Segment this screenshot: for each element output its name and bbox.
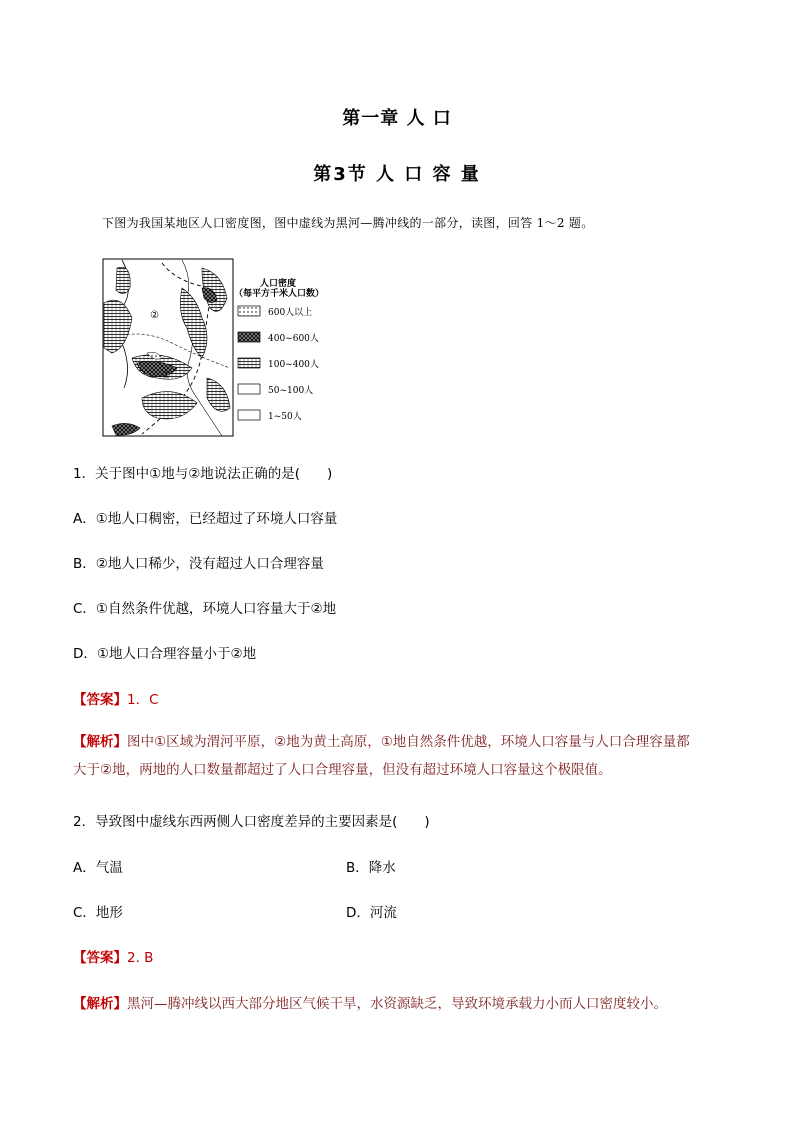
question-2-option-a: A．气温 bbox=[73, 860, 123, 876]
question-1-option-d: D．①地人口合理容量小于②地 bbox=[73, 646, 257, 662]
analysis-text: 大于②地，两地的人口数量都超过了人口合理容量，但没有超过环境人口容量这个极限值。 bbox=[73, 762, 612, 778]
legend-swatch-blank bbox=[238, 384, 260, 394]
legend-label: 100~400人 bbox=[268, 360, 319, 370]
legend-title: 人口密度 bbox=[260, 279, 297, 289]
map-figure bbox=[102, 258, 342, 438]
question-1-option-c: C．①自然条件优越，环境人口容量大于②地 bbox=[73, 601, 337, 617]
question-2-analysis bbox=[73, 990, 667, 1018]
legend-swatch-cross bbox=[238, 332, 260, 342]
legend-swatch-hlines bbox=[238, 358, 260, 368]
analysis-text: 图中①区域为渭河平原，②地为黄土高原，①地自然条件优越，环境人口容量与人口合理容量都 bbox=[127, 734, 690, 750]
answer-label: 【答案】 bbox=[73, 692, 127, 708]
question-1-stem: 1．关于图中①地与②地说法正确的是( ) bbox=[73, 466, 333, 482]
legend-label: 1~50人 bbox=[268, 412, 302, 422]
legend-swatch-blank bbox=[238, 410, 260, 420]
question-2-option-b: B．降水 bbox=[346, 860, 396, 876]
section-title: 第3节 人 口 容 量 bbox=[313, 164, 481, 185]
question-1-analysis bbox=[73, 728, 690, 784]
legend-label: 400~600人 bbox=[268, 334, 319, 344]
legend-swatch-dots bbox=[238, 306, 260, 316]
analysis-label: 【解析】 bbox=[73, 996, 127, 1012]
answer-value: 2. B bbox=[127, 950, 154, 966]
analysis-text: 黑河—腾冲线以西大部分地区气候干旱，水资源缺乏，导致环境承载力小而人口密度较小。 bbox=[127, 996, 667, 1012]
chapter-title: 第一章 人 口 bbox=[342, 108, 452, 129]
question-1-option-a: A．①地人口稠密，已经超过了环境人口容量 bbox=[73, 511, 338, 527]
answer-label: 【答案】 bbox=[73, 950, 127, 966]
question-2-stem: 2．导致图中虚线东西两侧人口密度差异的主要因素是( ) bbox=[73, 814, 430, 830]
map-label-1: ① bbox=[162, 370, 171, 381]
question-2-answer bbox=[73, 946, 153, 966]
analysis-label: 【解析】 bbox=[73, 734, 127, 750]
question-2-option-d: D．河流 bbox=[346, 905, 397, 921]
legend-subtitle: （每平方千米人口数） bbox=[234, 289, 325, 299]
answer-value: 1．C bbox=[127, 692, 159, 708]
question-2-option-c: C．地形 bbox=[73, 905, 123, 921]
intro-text: 下图为我国某地区人口密度图，图中虚线为黑河—腾冲线的一部分，读图，回答 1～2 题。 bbox=[102, 216, 594, 230]
legend-label: 50~100人 bbox=[268, 386, 314, 396]
map-label-2: ② bbox=[150, 310, 159, 321]
legend-label: 600人以上 bbox=[268, 308, 313, 318]
question-1-option-b: B．②地人口稀少，没有超过人口合理容量 bbox=[73, 556, 324, 572]
population-density-map bbox=[102, 258, 342, 438]
question-1-answer bbox=[73, 688, 159, 708]
